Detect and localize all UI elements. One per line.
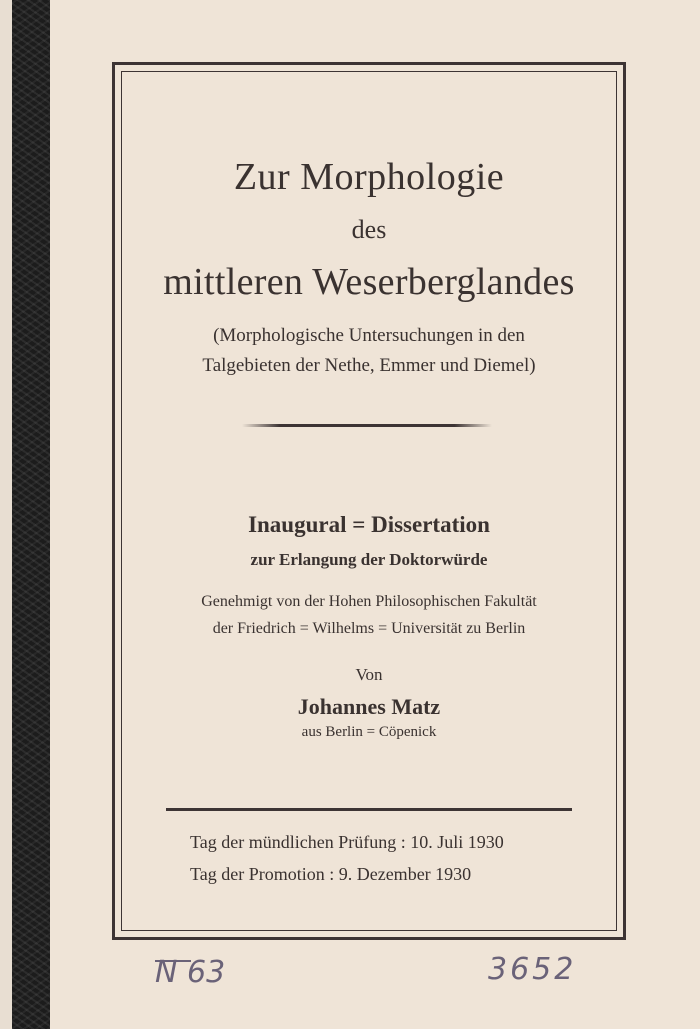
dissertation-heading: Inaugural = Dissertation (248, 512, 490, 537)
approval-line-1: Genehmigt von der Hohen Philosophischen Fakultät (201, 593, 537, 610)
author-origin: aus Berlin = Cöpenick (301, 724, 437, 740)
title-line-2: des (351, 215, 387, 244)
author-by: Von (355, 665, 383, 684)
title-line-1: Zur Morphologie (233, 156, 505, 198)
author-name: Johannes Matz (297, 694, 441, 719)
title-line-3: mittleren Weserberglandes (163, 261, 575, 303)
oral-exam-date: Tag der mündlichen Prüfung : 10. Juli 1930 (190, 832, 504, 852)
handwritten-shelfmark: N 63 (155, 955, 226, 990)
subtitle-line-1: (Morphologische Untersuchungen in den (213, 325, 525, 346)
promotion-date: Tag der Promotion : 9. Dezember 1930 (190, 864, 472, 884)
ornamental-divider (242, 424, 492, 427)
dissertation-purpose: zur Erlangung der Doktorwürde (250, 550, 488, 569)
inner-border-frame (121, 71, 617, 931)
subtitle-line-2: Talgebieten der Nethe, Emmer und Diemel) (202, 355, 536, 376)
approval-line-2: der Friedrich = Wilhelms = Universität zu Berlin (212, 620, 526, 637)
handwritten-number: 3652 (488, 952, 577, 987)
spine-edge (0, 0, 12, 1029)
lower-divider (166, 808, 572, 811)
